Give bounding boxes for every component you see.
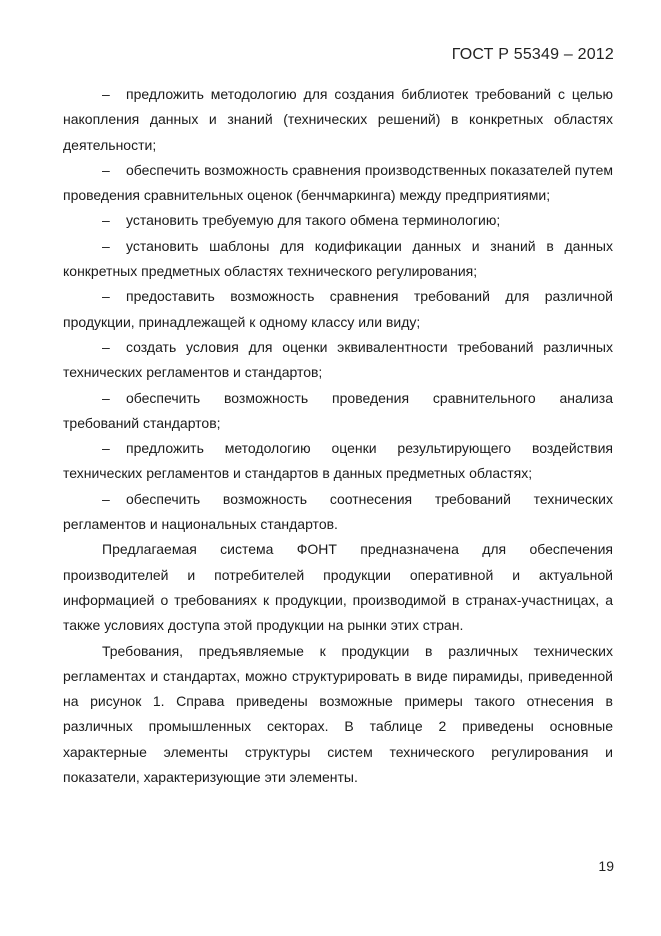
bullet-item: [63, 284, 613, 335]
body-paragraph: Требования, предъявляемые к продукции в различных технических регламентах и стандартах, можно структурировать в виде пирамиды, приведенной на рисунок 1. Справа приведены возможные примеры такого отнесения в различных промышленных секторах. В таблице 2 приведены основные характерные элементы структуры систем технического регулирования и показатели, характеризующие эти элементы.: [63, 642, 613, 786]
bullet-dash: –: [102, 161, 110, 178]
bullet-dash: –: [102, 212, 110, 229]
bullet-text: обеспечить возможность проведения сравнительного анализа требований стандартов;: [63, 389, 613, 431]
bullet-text: обеспечить возможность соотнесения требований технических регламентов и национальных стандартов.: [63, 490, 613, 533]
document-header: ГОСТ Р 55349 – 2012: [451, 46, 614, 63]
bullet-dash: –: [102, 490, 110, 507]
bullet-dash: –: [102, 440, 110, 457]
bullet-text: установить требуемую для такого обмена терминологию;: [126, 212, 501, 229]
bullet-dash: –: [102, 389, 110, 406]
bullet-item: [63, 234, 613, 285]
body-paragraph: Предлагаемая система ФОНТ предназначена для обеспечения производителей и потребителей продукции оперативной и актуальной информацией о требованиях к продукции, производимой в странах-участницах, а также условиях доступа этой продукции на рынки этих стран.: [63, 541, 613, 634]
page-number: 19: [598, 858, 614, 874]
bullet-item: [63, 208, 613, 233]
bullet-item: [63, 487, 613, 538]
bullet-item: [63, 386, 613, 437]
bullet-item: [63, 335, 613, 386]
document-body: [63, 82, 613, 790]
bullet-text: предоставить возможность сравнения требований для различной продукции, принадлежащей к одному классу или виду;: [63, 288, 613, 330]
bullet-item: [63, 82, 613, 158]
bullet-text: предложить методологию для создания библиотек требований с целью накопления данных и знаний (технических решений) в конкретных областях деятельности;: [63, 86, 613, 153]
bullet-dash: –: [102, 86, 110, 102]
bullet-dash: –: [102, 338, 110, 355]
bullet-text: обеспечить возможность сравнения производственных показателей путем проведения сравнительных оценок (бенчмаркинга) между предприятиями;: [63, 161, 613, 204]
bullet-dash: –: [102, 237, 110, 254]
bullet-text: предложить методологию оценки результирующего воздействия технических регламентов и стандартов в данных предметных областях;: [63, 440, 613, 482]
bullet-item: [63, 158, 613, 209]
bullet-text: создать условия для оценки эквивалентности требований различных технических регламентов и стандартов;: [63, 338, 613, 381]
bullet-item: [63, 436, 613, 487]
bullet-text: установить шаблоны для кодификации данных и знаний в данных конкретных предметных областях технического регулирования;: [63, 237, 613, 280]
bullet-dash: –: [102, 288, 110, 305]
